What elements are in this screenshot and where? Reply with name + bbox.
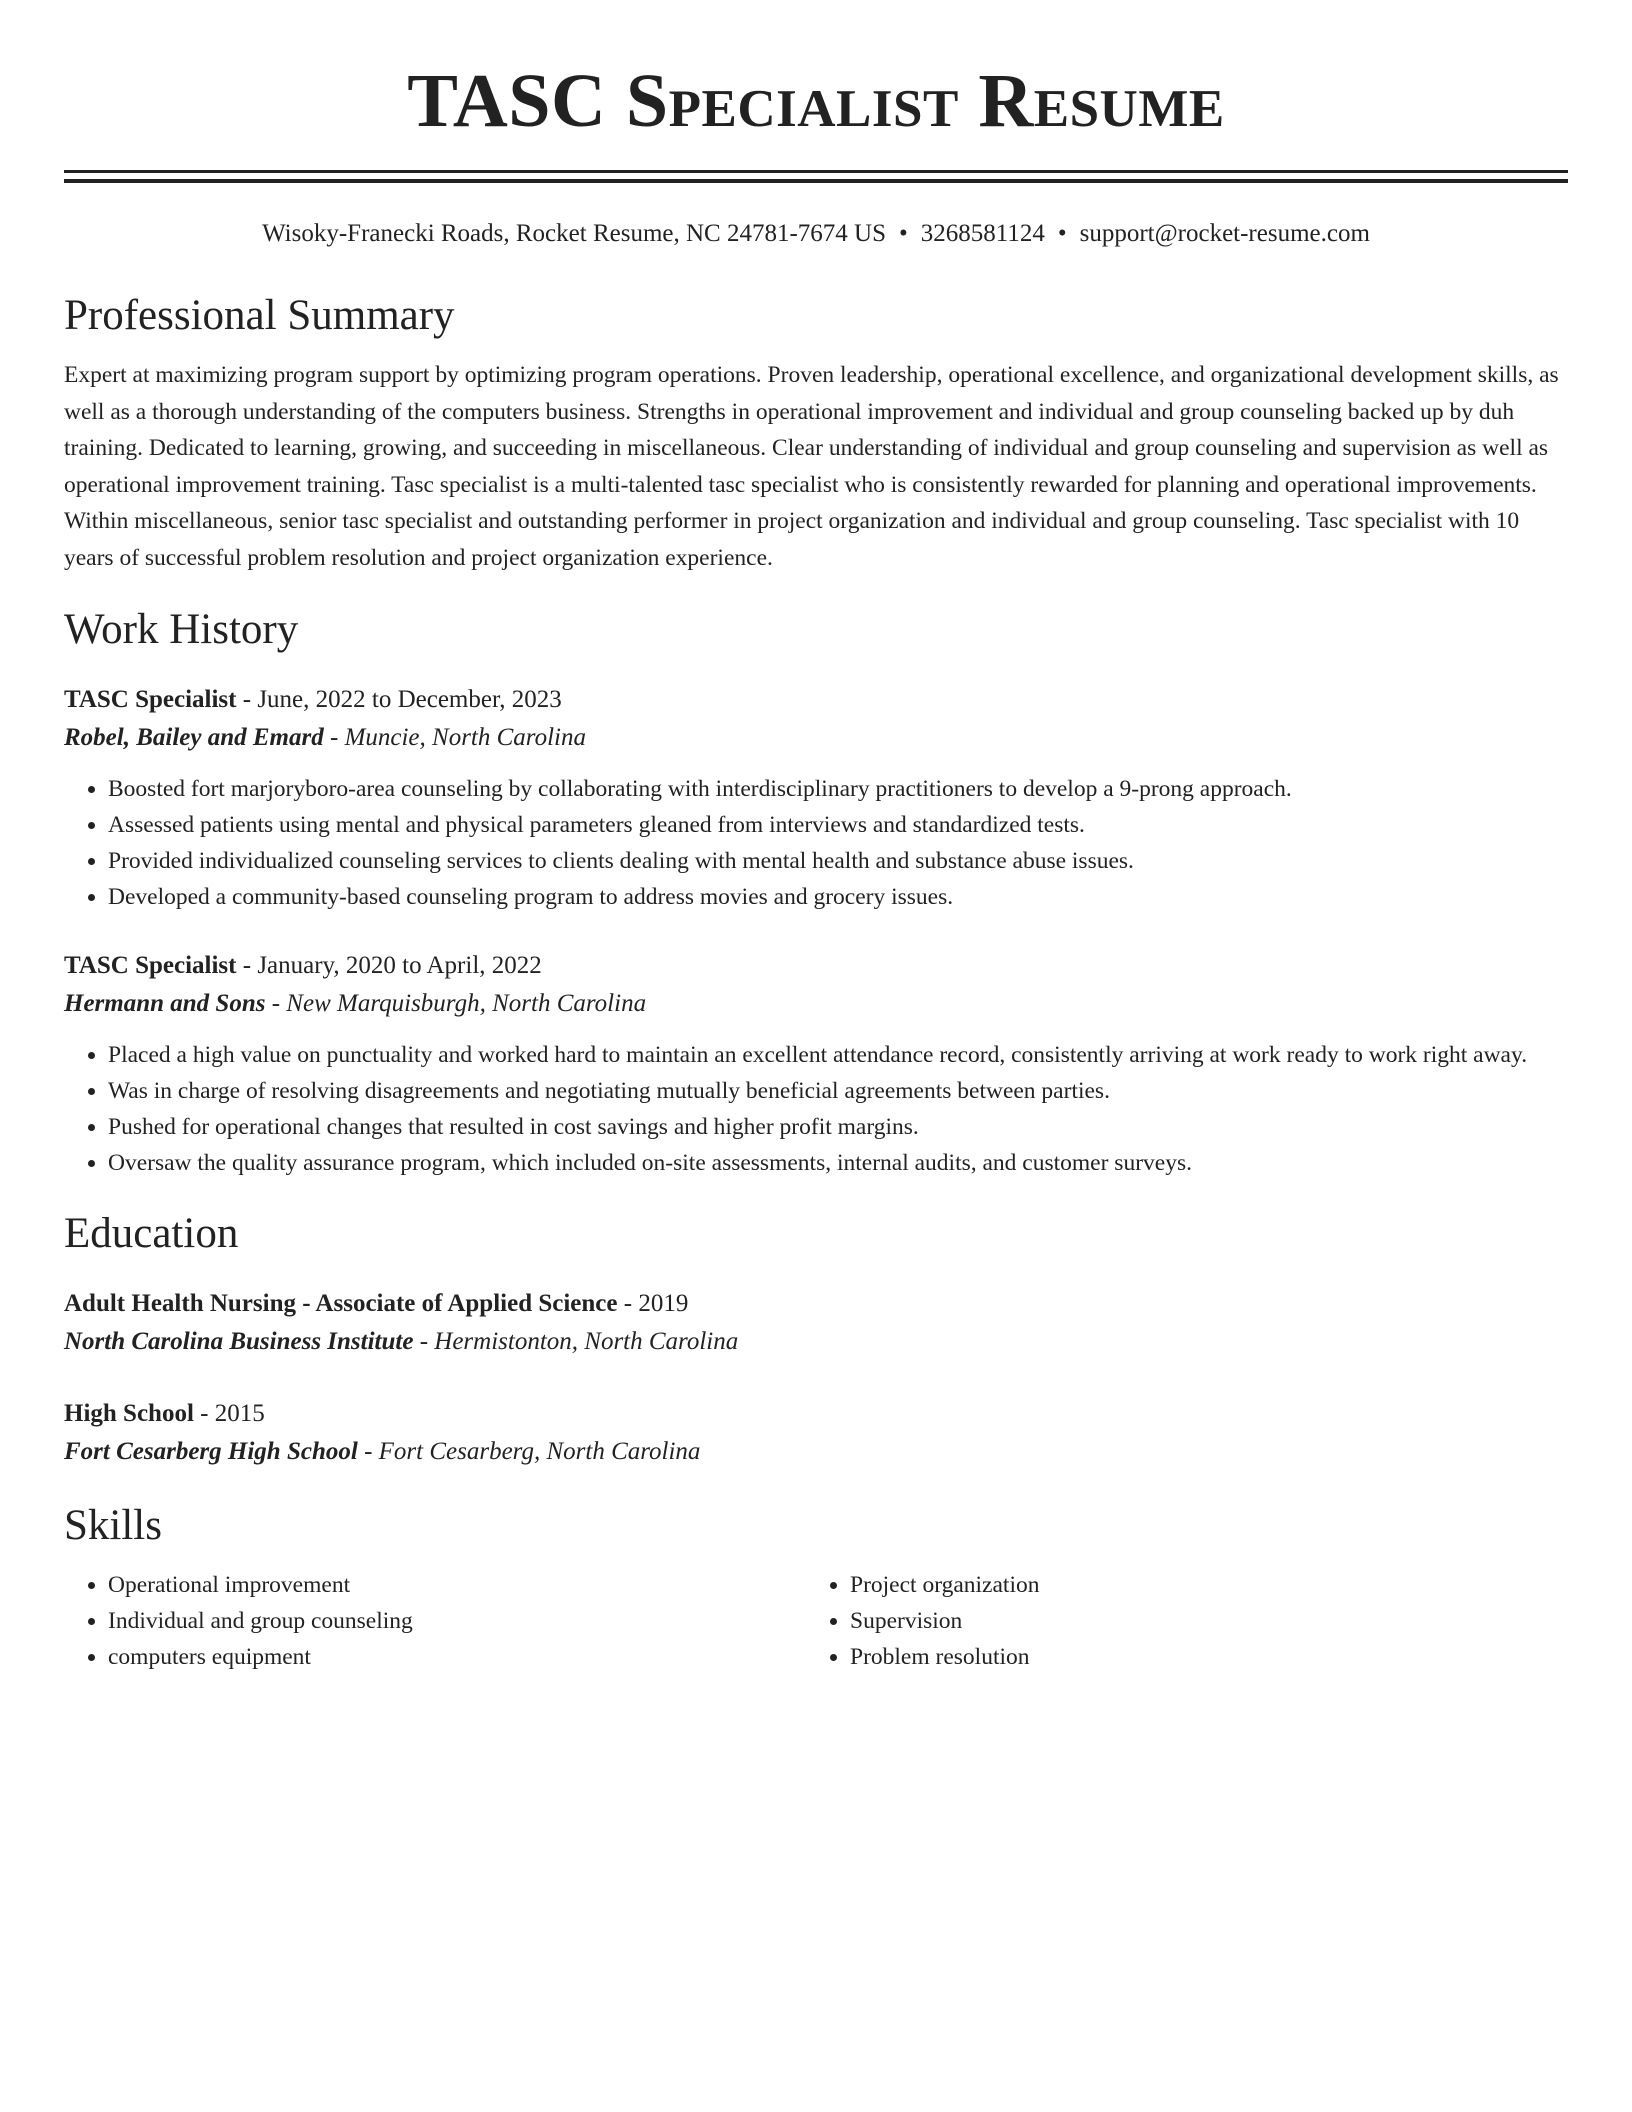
job-duties-list	[64, 1037, 1568, 1181]
education-school: North Carolina Business Institute	[64, 1327, 414, 1355]
job-location: New Marquisburgh, North Carolina	[286, 989, 647, 1017]
resume-title: TASC Specialist Resume	[407, 59, 1225, 143]
work-history-heading: Work History	[64, 605, 299, 653]
summary-heading: Professional Summary	[64, 292, 455, 339]
skill-item: • Project organization	[850, 1567, 1548, 1603]
education-degree-line	[64, 1285, 1568, 1323]
job-company-line	[64, 985, 1568, 1023]
job-entry	[64, 681, 1568, 915]
education-school-line	[64, 1433, 1568, 1471]
job-duty: • Pushed for operational changes that resulted in cost savings and higher profit margins.	[108, 1109, 1568, 1145]
job-duty: • Placed a high value on punctuality and worked hard to maintain an excellent attendance record, consistently arriving at work ready to work right away.	[108, 1037, 1568, 1073]
dash-separator: -	[357, 1437, 379, 1465]
job-entry	[64, 947, 1568, 1181]
education-entry	[64, 1395, 1568, 1471]
education-degree-line	[64, 1395, 1568, 1433]
education-entry	[64, 1285, 1568, 1361]
skills-column-right	[806, 1567, 1548, 1675]
skill-item: • computers equipment	[108, 1639, 806, 1675]
skill-item: • Operational improvement	[108, 1567, 806, 1603]
education-year: 2015	[214, 1399, 265, 1427]
summary-text: Expert at maximizing program support by optimizing program operations. Proven leadership, operational excellence, and organizational development skills, as well as a thorough understanding of the computers business. Strengths in operational improvement and individual and group counseling backed up by duh training. Dedicated to learning, growing, and succeeding in miscellaneous. Clear understanding of individual and group counseling and supervision as well as operational improvement training. Tasc specialist is a multi-talented tasc specialist who is consistently rewarded for planning and operational improvements. Within miscellaneous, senior tasc specialist and outstanding performer in project organization and individual and group counseling. Tasc specialist with 10 years of successful problem resolution and project organization experience.	[64, 362, 1559, 571]
skills-list	[806, 1567, 1548, 1675]
education-location: Fort Cesarberg, North Carolina	[378, 1437, 701, 1465]
title-divider-bottom	[64, 179, 1568, 183]
skills-grid	[64, 1567, 1568, 1675]
bullet-separator: •	[1057, 220, 1067, 247]
contact-email: support@rocket-resume.com	[1079, 220, 1370, 247]
job-company: Robel, Bailey and Emard	[64, 723, 324, 751]
education-school-line	[64, 1323, 1568, 1361]
dash-separator: -	[323, 723, 345, 751]
job-dates: January, 2020 to April, 2022	[257, 951, 542, 979]
education-year: 2019	[638, 1289, 689, 1317]
contact-line	[64, 217, 1568, 251]
contact-phone: 3268581124	[920, 220, 1045, 247]
job-title: TASC Specialist	[64, 951, 237, 979]
job-duty: • Assessed patients using mental and physical parameters gleaned from interviews and standardized tests.	[108, 807, 1568, 843]
job-company: Hermann and Sons	[64, 989, 266, 1017]
skill-item: • Individual and group counseling	[108, 1603, 806, 1639]
dash-separator: -	[236, 951, 258, 979]
education-degree: High School	[64, 1399, 194, 1427]
job-duty: • Oversaw the quality assurance program, which included on-site assessments, internal audits, and customer surveys.	[108, 1145, 1568, 1181]
skill-item: • Problem resolution	[850, 1639, 1548, 1675]
dash-separator: -	[413, 1327, 435, 1355]
job-title-line	[64, 947, 1568, 985]
job-company-line	[64, 719, 1568, 757]
job-duty: • Developed a community-based counseling program to address movies and grocery issues.	[108, 879, 1568, 915]
job-duty: • Provided individualized counseling services to clients dealing with mental health and substance abuse issues.	[108, 843, 1568, 879]
bullet-separator: •	[899, 220, 908, 247]
skills-heading: Skills	[64, 1501, 162, 1549]
education-degree: Adult Health Nursing - Associate of Applied Science	[64, 1289, 618, 1317]
job-duty: • Boosted fort marjoryboro-area counseling by collaborating with interdisciplinary practitioners to develop a 9-prong approach.	[108, 771, 1568, 807]
education-location: Hermistonton, North Carolina	[434, 1327, 739, 1355]
dash-separator: -	[617, 1289, 639, 1317]
job-title: TASC Specialist	[64, 685, 237, 713]
title-divider-top	[64, 170, 1568, 173]
job-title-line	[64, 681, 1568, 719]
skill-item: • Supervision	[850, 1603, 1548, 1639]
education-heading: Education	[64, 1209, 239, 1257]
skills-list	[64, 1567, 806, 1675]
skills-column-left	[64, 1567, 806, 1675]
job-duty: • Was in charge of resolving disagreements and negotiating mutually beneficial agreements between parties.	[108, 1073, 1568, 1109]
job-dates: June, 2022 to December, 2023	[257, 685, 562, 713]
dash-separator: -	[265, 989, 287, 1017]
job-location: Muncie, North Carolina	[344, 723, 586, 751]
education-school: Fort Cesarberg High School	[64, 1437, 358, 1465]
job-duties-list	[64, 771, 1568, 915]
contact-address: Wisoky-Franecki Roads, Rocket Resume, NC 24781-7674 US	[262, 220, 887, 247]
dash-separator: -	[236, 685, 258, 713]
dash-separator: -	[193, 1399, 215, 1427]
